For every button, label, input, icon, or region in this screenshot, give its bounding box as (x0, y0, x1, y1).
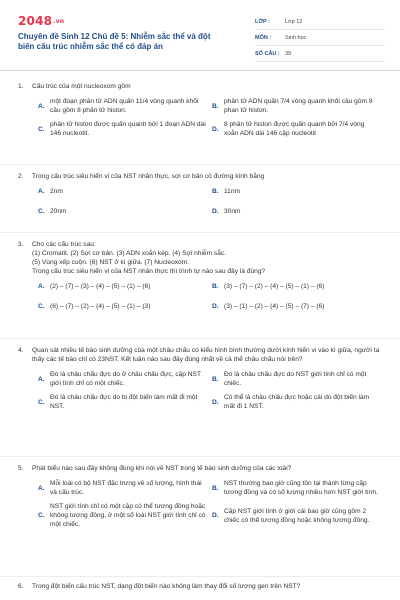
question-divider (0, 164, 400, 165)
option-c[interactable] (38, 302, 212, 311)
question-stem: Trong đột biến cấu trúc NST, dạng đột biến nào không làm thay đổi số lượng gen trên NST? (32, 583, 301, 590)
option-letter: D. (212, 125, 219, 133)
option-text: Có thể là châu chấu đực hoặc cái do đột biến làm mất đi 1 NST. (224, 394, 370, 410)
question-stem: Phát biểu nào sau đây không đúng khi nói về NST trong tế bào sinh dưỡng của các loài? (32, 465, 292, 472)
option-letter: A. (38, 283, 45, 290)
option-text: Cặp NST giới tính ở giới cái bao giờ cũng gồm 2 chiếc có thể tương đồng hoặc không tương đồng. (224, 507, 370, 524)
option-letter: A. (38, 375, 45, 383)
question-divider (0, 338, 400, 339)
meta-count-value: 39 (285, 50, 292, 57)
option-text: (3) – (1) – (2) – (4) – (5) – (7) – (6) (224, 303, 325, 310)
option-text: Mỗi loài có bộ NST đặc trưng về số lượng, hình thái và cấu trúc. (50, 480, 202, 496)
meta-class-value: Lớp 12 (285, 18, 303, 25)
option-letter: B. (212, 102, 219, 110)
option-letter: A. (38, 102, 45, 110)
option-text: 30nm (224, 208, 241, 215)
option-d[interactable] (212, 507, 386, 525)
option-d[interactable] (212, 302, 386, 311)
question-3 (18, 240, 386, 316)
option-text: (3) – (7) – (2) – (4) – (5) – (1) – (6) (224, 283, 325, 290)
meta-subject-label: MÔN : (255, 34, 272, 41)
meta-subject-value: Sinh học (285, 34, 307, 41)
option-letter: D. (212, 303, 219, 310)
option-text: Đó là châu chấu đực do NST giới tính chỉ có một chiếc. (224, 371, 367, 387)
option-letter: B. (212, 283, 219, 290)
question-number: 4. (18, 347, 24, 354)
answer-options (38, 370, 386, 411)
question-stem: Cấu trúc của một nucleoxom gồm (32, 83, 131, 90)
option-b[interactable] (212, 282, 386, 291)
option-letter: B. (212, 188, 219, 195)
question-stem: Trong cấu trúc siêu hiển vi của NST nhân thực, sợi cơ bản có đường kính bằng (32, 173, 265, 180)
header-divider (0, 70, 400, 71)
option-text: Đó là châu chấu đực do bị đột biến làm mất đi một NST. (50, 394, 198, 410)
option-text: phân tử ADN quấn 7/4 vòng quanh khối cầu gồm 8 phan tử histon. (224, 98, 373, 114)
option-text: (2) – (7) – (3) – (4) – (5) – (1) – (6) (50, 283, 151, 290)
answer-options (38, 479, 386, 529)
option-letter: C. (38, 512, 45, 519)
question-number: 6. (18, 583, 24, 590)
option-text: NST giới tính chỉ có một cặp có thể tương đồng hoặc không tương đồng, ở một số loài NST giới tính chỉ có một chiếc. (50, 503, 206, 528)
option-letter: B. (212, 484, 219, 492)
option-letter: D. (212, 512, 219, 519)
question-stem (32, 240, 386, 276)
option-text: một đoạn phân tử ADN quấn 11/4 vòng quanh khối cầu gồm 8 phân tử histon. (50, 98, 199, 114)
option-letter: D. (212, 398, 219, 406)
option-letter: C. (38, 125, 45, 133)
option-letter: A. (38, 188, 45, 195)
option-text: (6) – (7) – (2) – (4) – (5) – (1) – (3) (50, 303, 151, 310)
option-a[interactable] (38, 97, 212, 115)
option-c[interactable] (38, 120, 212, 138)
option-c[interactable] (38, 207, 212, 216)
site-logo[interactable]: 2048.vn (18, 14, 65, 28)
option-letter: C. (38, 303, 45, 310)
question-2 (18, 172, 386, 221)
option-a[interactable] (38, 187, 212, 196)
option-text: 11nm (224, 188, 241, 195)
question-5 (18, 464, 386, 534)
question-4 (18, 346, 386, 416)
question-number: 5. (18, 465, 24, 472)
meta-count-label: SỐ CÂU : (255, 50, 280, 57)
option-letter: C. (38, 208, 45, 215)
option-text: Đó là châu chấu đực do ở châu chấu đực, cặp NST giới tính chỉ có một chiếc. (50, 371, 201, 387)
question-divider (0, 456, 400, 457)
option-text: NST thường bao giờ cũng tồn tại thành từng cặp tương đồng và có số lượng nhiều hơn NST giới tính. (224, 480, 378, 496)
option-a[interactable] (38, 282, 212, 291)
question-number: 3. (18, 241, 24, 248)
option-d[interactable] (212, 393, 386, 411)
option-d[interactable] (212, 207, 386, 216)
stem-line: (5) Vùng xếp cuộn. (6) NST ở kì giữa. (7) Nucleoxom. (32, 259, 190, 266)
option-letter: C. (38, 398, 45, 406)
option-text: 2nm (50, 188, 63, 195)
option-c[interactable] (38, 393, 212, 411)
question-6 (18, 582, 386, 591)
option-letter: D. (212, 208, 219, 215)
document-meta (255, 14, 385, 62)
stem-line: Cho các cấu trúc sau: (32, 241, 96, 248)
question-divider (0, 576, 400, 577)
question-number: 1. (18, 83, 24, 90)
meta-subject-row (255, 30, 385, 46)
option-b[interactable] (212, 187, 386, 196)
meta-count-row (255, 46, 385, 62)
option-b[interactable] (212, 97, 386, 115)
question-number: 2. (18, 173, 24, 180)
answer-options (38, 187, 386, 216)
question-stem: Quan sát nhiều tế bào sinh dưỡng của một châu chấu có kiểu hình bình thường dưới kính hiển vi vào kì giữa, người ta thấy các tế bào chỉ có 23NST. Kết luận nào sau đây đúng nhất về cá thể châu chấu nói trên? (32, 347, 380, 363)
option-b[interactable] (212, 370, 386, 388)
question-divider (0, 232, 400, 233)
option-text: 20nm (50, 208, 67, 215)
answer-options (38, 282, 386, 311)
option-text: 8 phân tử histon được quấn quanh bởi 7/4 vòng xoắn ADN dài 146 cặp nucleotit (224, 121, 365, 137)
option-b[interactable] (212, 479, 386, 497)
stem-line: Trong cấu trúc siêu hiển vi của NST nhân thực thì trình tự nào sau đây là đúng? (32, 268, 266, 275)
option-a[interactable] (38, 370, 212, 388)
stem-line: (1) Cromatit. (2) Sợi cơ bản. (3) ADN xoắn kép. (4) Sợi nhiễm sắc. (32, 250, 226, 257)
question-1 (18, 82, 386, 143)
option-letter: B. (212, 375, 219, 383)
meta-class-row (255, 14, 385, 30)
option-a[interactable] (38, 479, 212, 497)
document-title: Chuyên đề Sinh 12 Chủ đề 5: Nhiễm sắc thể và đột biến cấu trúc nhiễm sắc thể có đáp án (18, 32, 211, 51)
option-text: phân tử histon được quấn quanh bởi 1 đoạn ADN dài 146 nucleotit. (50, 121, 206, 137)
meta-class-label: LỚP : (255, 18, 270, 25)
option-d[interactable] (212, 120, 386, 138)
option-c[interactable] (38, 502, 212, 529)
answer-options (38, 97, 386, 138)
option-letter: A. (38, 484, 45, 492)
